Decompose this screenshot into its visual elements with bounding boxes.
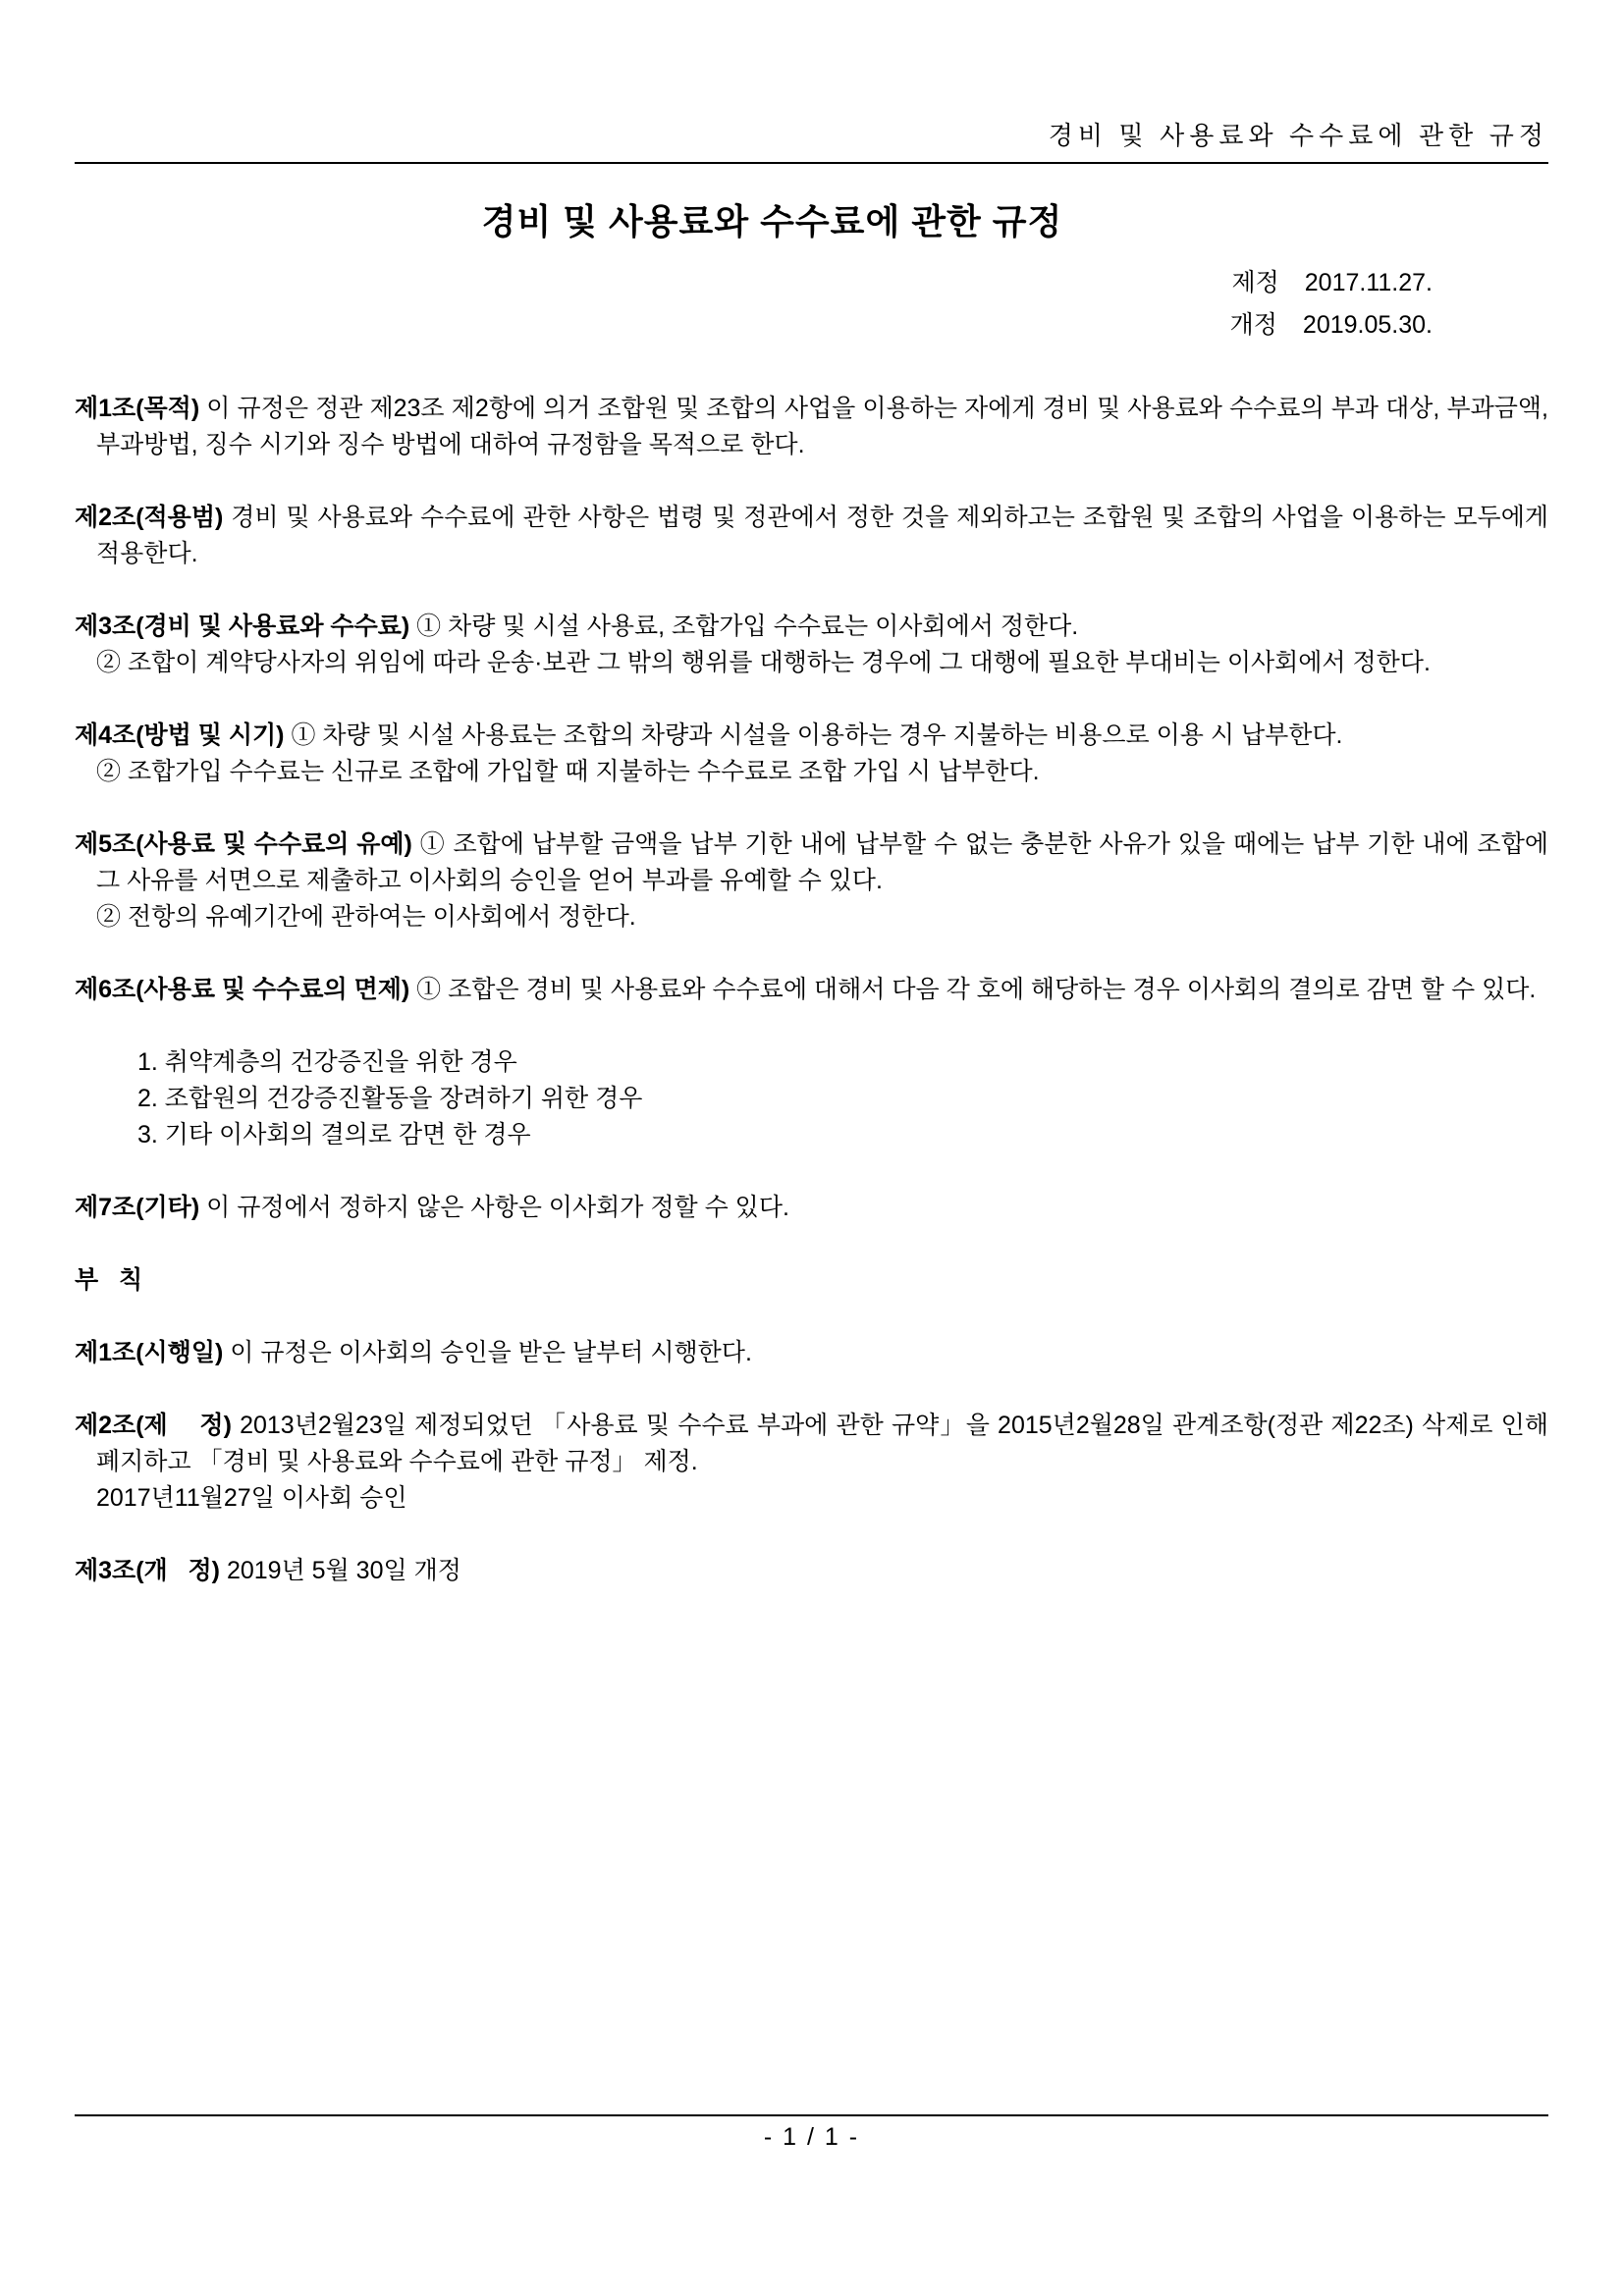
article-7 [75, 1190, 1548, 1226]
revision-history [75, 262, 1548, 347]
page-number: - 1 / 1 - [763, 2123, 860, 2151]
document-title: 경비 및 사용료와 수수료에 관한 규정 [481, 201, 1063, 241]
running-header-title: 경비 및 사용료와 수수료에 관한 규정 [1048, 122, 1548, 150]
article-6-heading: 제6조(사용료 및 수수료의 면제) [75, 976, 410, 1003]
article-6-item-2: 2. 조합원의 건강증진활동을 장려하기 위한 경우 [137, 1085, 643, 1112]
page-footer [75, 2114, 1548, 2155]
article-6 [75, 972, 1548, 1008]
addendum-article-1 [75, 1335, 1548, 1371]
revised-label: 개정 [1229, 311, 1277, 339]
article-2-text: 경비 및 사용료와 수수료에 관한 사항은 법령 및 정관에서 정한 것을 제외하고는 조합원 및 조합의 사업을 이용하는 모두에게 적용한다. [96, 504, 1548, 567]
addendum-article-1-text: 이 규정은 이사회의 승인을 받은 날부터 시행한다. [230, 1339, 752, 1366]
running-header [75, 0, 1548, 153]
article-7-text: 이 규정에서 정하지 않은 사항은 이사회가 정할 수 있다. [206, 1194, 789, 1221]
enacted-row [75, 262, 1433, 304]
addendum-article-2-heading: 제2조(제 정) [75, 1412, 232, 1439]
article-1-text: 이 규정은 정관 제23조 제2항에 의거 조합원 및 조합의 사업을 이용하는 자에게 경비 및 사용료와 수수료의 부과 대상, 부과금액, 부과방법, 징수 시기와 징수 방법에 대하여 규정함을 목적으로 한다. [96, 395, 1549, 458]
article-2-heading: 제2조(적용범) [75, 504, 224, 531]
addendum-article-1-heading: 제1조(시행일) [75, 1339, 224, 1366]
article-6-item-3: 3. 기타 이사회의 결의로 감면 한 경우 [137, 1121, 531, 1148]
article-4-clause-1: ① 차량 및 시설 사용료는 조합의 차량과 시설을 이용하는 경우 지불하는 비용으로 이용 시 납부한다. [291, 721, 1343, 749]
article-1 [75, 391, 1548, 463]
addendum-article-2 [75, 1408, 1548, 1480]
addendum-article-2-text: 2013년2월23일 제정되었던 「사용료 및 수수료 부과에 관한 규약」을 2015년2월28일 관계조항(정관 제22조) 삭제로 인해 폐지하고 「경비 및 사용료와 수수료에 관한 규정」 제정. [96, 1412, 1548, 1475]
revised-row [75, 304, 1433, 347]
article-7-heading: 제7조(기타) [75, 1194, 200, 1221]
addendum-heading: 부 칙 [75, 1266, 143, 1294]
article-3 [75, 609, 1548, 645]
addendum-article-3-heading: 제3조(개 정) [75, 1557, 220, 1584]
article-3-heading: 제3조(경비 및 사용료와 수수료) [75, 613, 410, 640]
article-4-clause-2: ② 조합가입 수수료는 신규로 조합에 가입할 때 지불하는 수수료로 조합 가입 시 납부한다. [96, 758, 1040, 785]
footer-divider [75, 2114, 1548, 2116]
article-5 [75, 827, 1548, 899]
document-body [75, 391, 1548, 1589]
article-6-clause-1: ① 조합은 경비 및 사용료와 수수료에 대해서 다음 각 호에 해당하는 경우 이사회의 결의로 감면 할 수 있다. [416, 976, 1537, 1003]
enacted-date: 2017.11.27. [1304, 269, 1433, 296]
article-2 [75, 500, 1548, 572]
article-4 [75, 718, 1548, 754]
article-1-heading: 제1조(목적) [75, 395, 200, 422]
header-divider [75, 162, 1548, 164]
article-3-clause-2: ② 조합이 계약당사자의 위임에 따라 운송·보관 그 밖의 행위를 대행하는 경우에 그 대행에 필요한 부대비는 이사회에서 정한다. [96, 649, 1431, 676]
article-5-clause-2: ② 전항의 유예기간에 관하여는 이사회에서 정한다. [96, 903, 636, 931]
article-4-heading: 제4조(방법 및 시기) [75, 721, 285, 749]
article-6-item-1: 1. 취약계층의 건강증진을 위한 경우 [137, 1048, 517, 1076]
addendum-article-3-text: 2019년 5월 30일 개정 [226, 1557, 461, 1584]
enacted-label: 제정 [1231, 269, 1279, 296]
article-5-heading: 제5조(사용료 및 수수료의 유예) [75, 830, 412, 858]
addendum-article-2-line-2: 2017년11월27일 이사회 승인 [96, 1484, 407, 1512]
article-3-clause-1: ① 차량 및 시설 사용료, 조합가입 수수료는 이사회에서 정한다. [416, 613, 1079, 640]
article-5-clause-1: ① 조합에 납부할 금액을 납부 기한 내에 납부할 수 없는 충분한 사유가 있을 때에는 납부 기한 내에 조합에 그 사유를 서면으로 제출하고 이사회의 승인을 얻어 부과를 유예할 수 있다. [96, 830, 1548, 894]
addendum-article-3 [75, 1553, 1548, 1589]
revised-date: 2019.05.30. [1302, 311, 1433, 339]
